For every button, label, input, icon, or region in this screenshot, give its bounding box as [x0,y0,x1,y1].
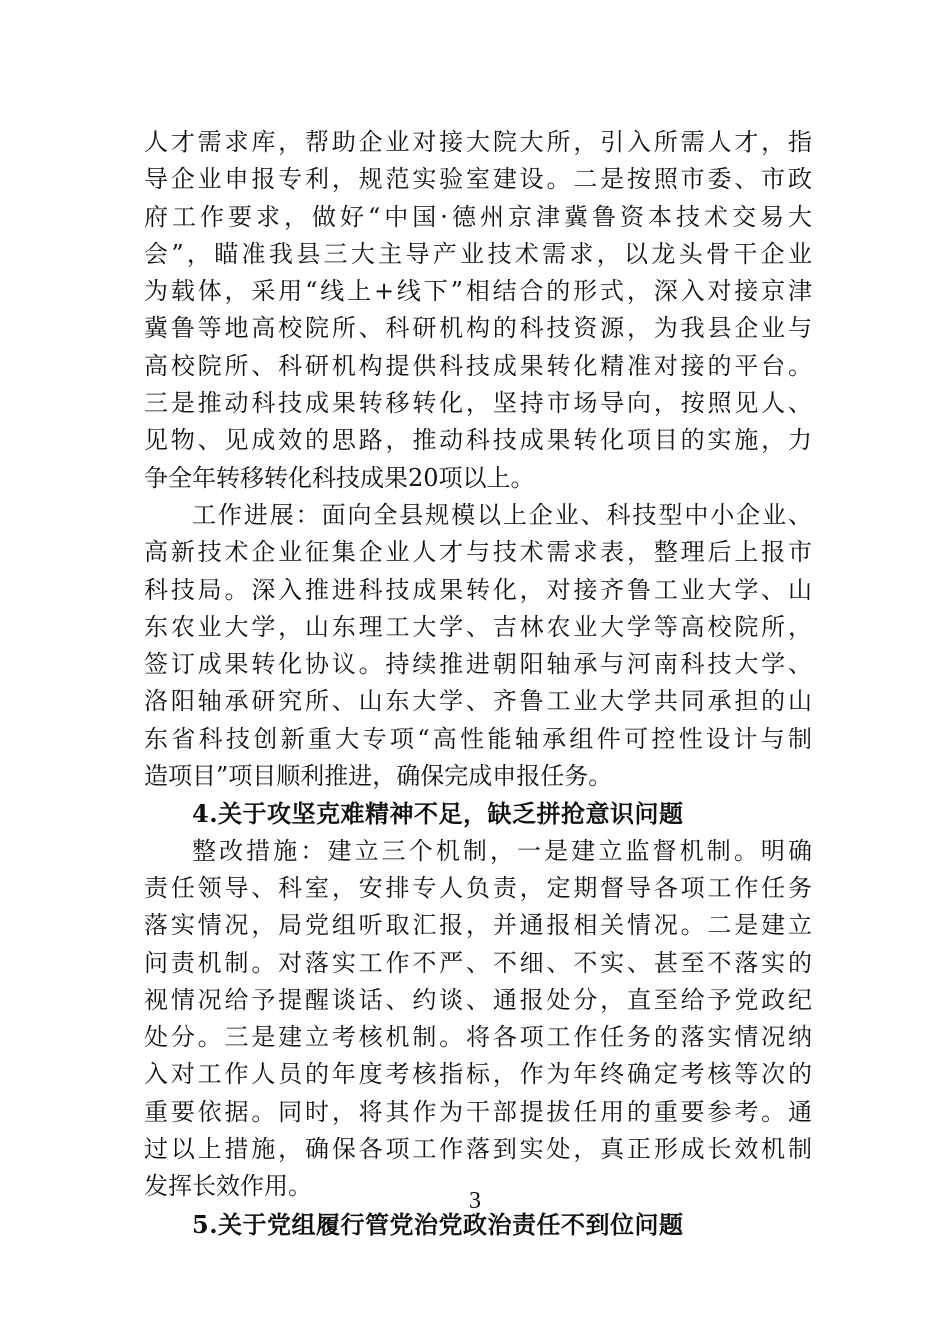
text-line: 三是推动科技成果转移转化，坚持市场导向，按照见人、 [144,389,812,418]
section-heading-4: 4.关于攻坚克难精神不足，缺乏拼抢意识问题 [192,799,684,829]
text-line: 府工作要求，做好“中国·德州京津冀鲁资本技术交易大 [144,202,812,231]
text-line: 导企业申报专利，规范实验室建设。二是按照市委、市政 [144,165,812,194]
text-line: 重要依据。同时，将其作为干部提拔任用的重要参考。通 [144,1097,812,1126]
text-line: 问责机制。对落实工作不严、不细、不实、甚至不落实的 [144,948,812,977]
text-line: 签订成果转化协议。持续推进朝阳轴承与河南科技大学、 [144,650,812,679]
text-line: 处分。三是建立考核机制。将各项工作任务的落实情况纳 [144,1023,812,1052]
text-line: 发挥长效作用。 [144,1172,312,1201]
text-line: 为载体，采用“线上+线下”相结合的形式，深入对接京津 [144,277,812,306]
text-line: 视情况给予提醒谈话、约谈、通报处分，直至给予党政纪 [144,985,812,1014]
section-heading-5: 5.关于党组履行管党治党政治责任不到位问题 [192,1209,684,1239]
text-line: 入对工作人员的年度考核指标，作为年终确定考核等次的 [144,1060,812,1089]
paragraph-work-progress [144,497,812,795]
paragraph-talent-and-tech-exchange [144,124,812,497]
paragraph-rectification-measures [144,833,812,1206]
text-line: 工作进展：面向全县规模以上企业、科技型中小企业、 [192,500,812,529]
text-line: 东省科技创新重大专项“高性能轴承组件可控性设计与制 [144,724,812,753]
text-line: 落实情况，局党组听取汇报，并通报相关情况。二是建立 [144,911,812,940]
text-line: 冀鲁等地高校院所、科研机构的科技资源，为我县企业与 [144,314,812,343]
text-line: 科技局。深入推进科技成果转化，对接齐鲁工业大学、山 [144,575,812,604]
text-line: 东农业大学，山东理工大学、吉林农业大学等高校院所， [144,612,812,641]
document-body [144,124,812,1243]
text-line: 高校院所、科研机构提供科技成果转化精准对接的平台。 [144,351,812,380]
text-line: 人才需求库，帮助企业对接大院大所，引入所需人才，指 [144,128,812,156]
text-line: 高新技术企业征集企业人才与技术需求表，整理后上报市 [144,538,812,567]
text-line: 造项目”项目顺利推进，确保完成申报任务。 [144,762,613,791]
text-line: 会”，瞄准我县三大主导产业技术需求，以龙头骨干企业 [144,239,812,268]
page-number: 3 [469,1188,481,1214]
text-line: 责任领导、科室，安排专人负责，定期督导各项工作任务 [144,873,812,902]
text-line: 过以上措施，确保各项工作落到实处，真正形成长效机制 [144,1135,812,1164]
text-line: 整改措施：建立三个机制，一是建立监督机制。明确 [192,836,812,865]
text-line: 争全年转移转化科技成果20项以上。 [144,463,535,492]
text-line: 洛阳轴承研究所、山东大学、齐鲁工业大学共同承担的山 [144,687,812,716]
text-line: 见物、见成效的思路，推动科技成果转化项目的实施，力 [144,426,812,455]
